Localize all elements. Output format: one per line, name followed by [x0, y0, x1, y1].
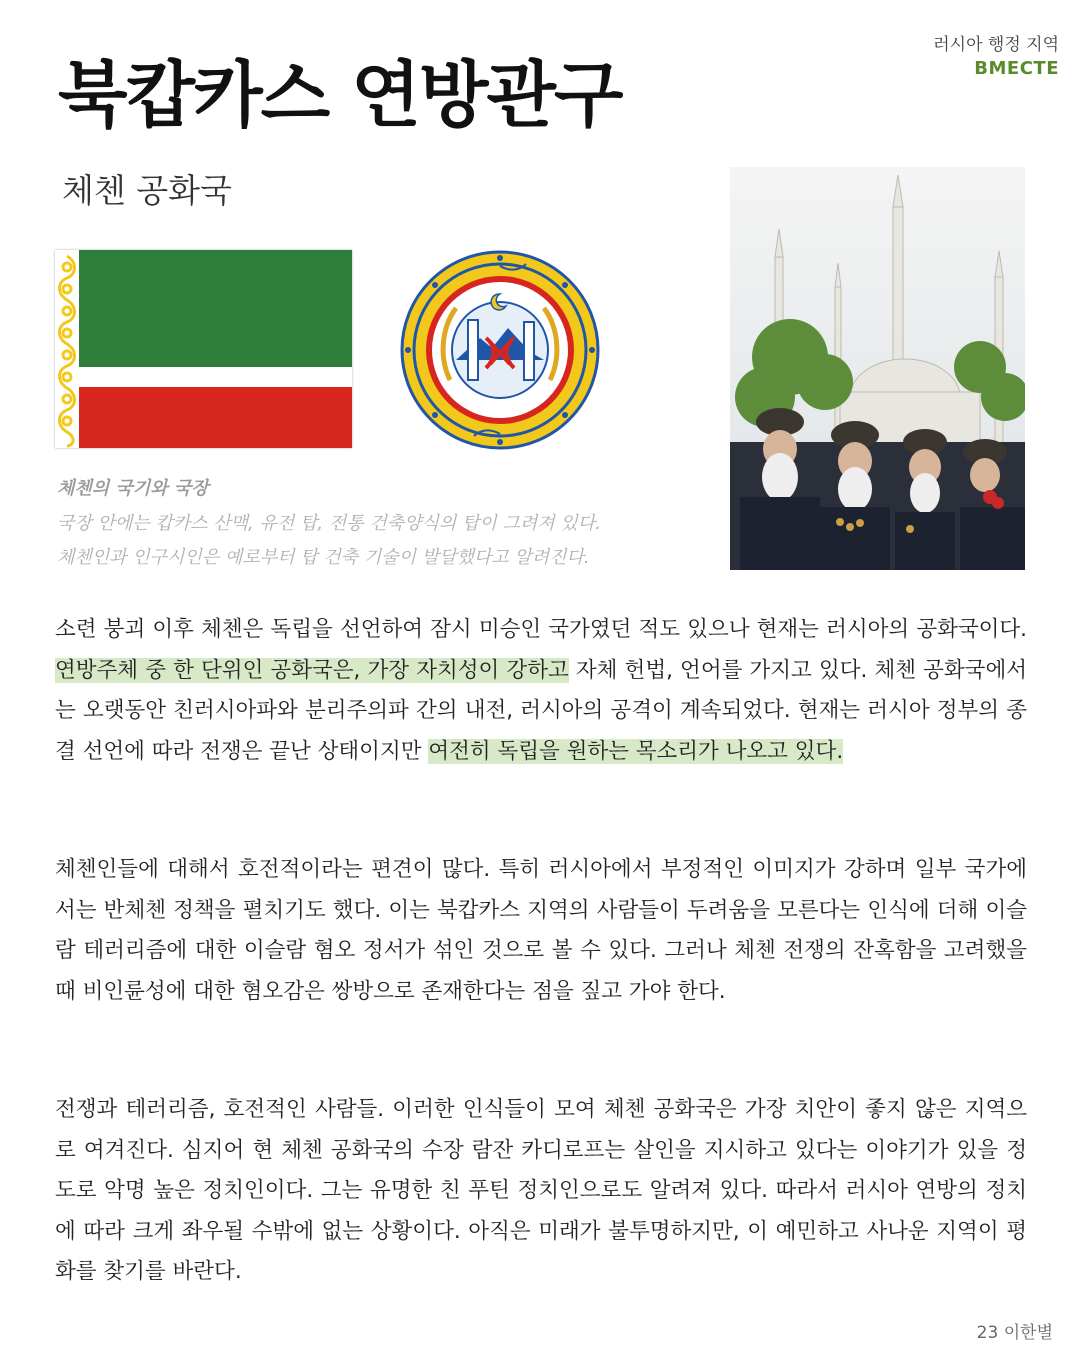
highlight-independence: 여전히 독립을 원하는 목소리가 나오고 있다. [428, 738, 844, 764]
brand-logo: ВМЕСТЕ [974, 58, 1059, 79]
author-name: 이한별 [1003, 1323, 1053, 1343]
grozny-mosque-photo [730, 167, 1025, 570]
page-subtitle: 체첸 공화국 [62, 171, 232, 210]
paragraph-1-text-b: 자체 헌법, 언어를 가지고 있다. 체첸 공화국에서는 오랫동안 친러시아파와 분리주의파 간의 내전, 러시아의 공격이 계속되었다. 현재는 러시아 정부의 종결 선언에 따라 전쟁은 끝난 상태이지만 [55, 657, 1027, 764]
series-label: 러시아 행정 지역 [933, 35, 1059, 55]
paragraph-1 [55, 610, 1027, 772]
paragraph-2: 체첸인들에 대해서 호전적이라는 편견이 많다. 특히 러시아에서 부정적인 이미지가 강하며 일부 국가에서는 반체첸 정책을 펼치기도 했다. 이는 북캅카스 지역의 사람들이 두려움을 모른다는 인식에 더해 이슬람 테러리즘에 대한 이슬람 혐오 정서가 섞인 것으로 볼 수 있다. 그러나 체첸 전쟁의 잔혹함을 고려했을 때 비인륜성에 대한 혐오감은 쌍방으로 존재한다는 점을 짚고 가야 한다. [55, 857, 1027, 1004]
chechnya-emblem-image [400, 250, 600, 450]
page-footer [977, 1318, 1053, 1343]
highlight-autonomy: 연방주체 중 한 단위인 공화국은, 가장 자치성이 강하고 [55, 657, 569, 683]
chechnya-flag-image [55, 250, 352, 448]
page-number: 23 [976, 1323, 999, 1343]
paragraph-1-text-a: 소련 붕괴 이후 체첸은 독립을 선언하여 잠시 미승인 국가였던 적도 있으나 현재는 러시아의 공화국이다. [55, 617, 1027, 642]
caption-line-2: 체첸인과 인구시인은 예로부터 탑 건축 기술이 발달했다고 알려진다. [57, 547, 590, 568]
page-title: 북캅카스 연방관구 [58, 53, 622, 137]
paragraph-3: 전쟁과 테러리즘, 호전적인 사람들. 이러한 인식들이 모여 체첸 공화국은 가장 치안이 좋지 않은 지역으로 여겨진다. 심지어 현 체첸 공화국의 수장 람잔 카디로프는 살인을 지시하고 있다는 이야기가 있을 정도로 악명 높은 정치인이다. 그는 유명한 친 푸틴 정치인으로도 알려져 있다. 따라서 러시아 연방의 정치에 따라 크게 좌우될 수밖에 없는 상황이다. 아직은 미래가 불투명하지만, 이 예민하고 사나운 지역이 평화를 찾기를 바란다. [55, 1097, 1027, 1284]
caption-title: 체첸의 국기와 국장 [57, 478, 209, 499]
caption-line-1: 국장 안에는 캅카스 산맥, 유전 탑, 전통 건축양식의 탑이 그려져 있다. [57, 513, 601, 534]
